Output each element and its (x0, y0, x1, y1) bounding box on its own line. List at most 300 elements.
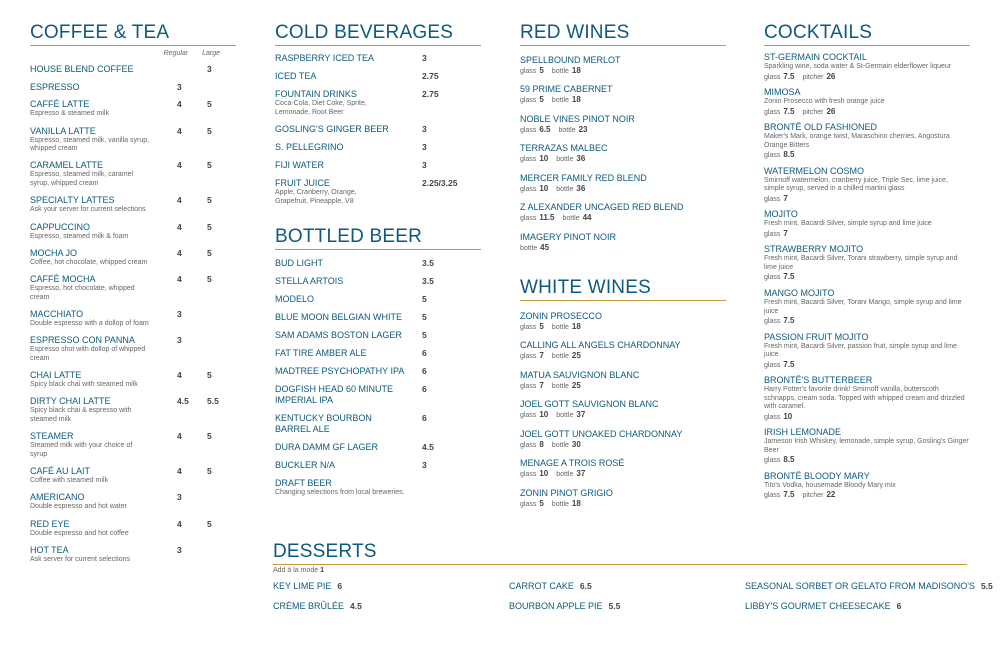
bottle-label: bottle (551, 97, 569, 104)
cocktails-section (764, 22, 970, 500)
price-regular: 3 (177, 308, 182, 319)
wine-name: MENAGE A TROIS ROSÉ (520, 458, 625, 468)
item-description: Steamed milk with your choice of syrup (30, 442, 133, 458)
item-description: Espresso shot with dollop of whipped cream (30, 346, 146, 362)
wine-item (520, 114, 726, 135)
cold-list (275, 53, 481, 206)
price-large: 5 (207, 195, 212, 206)
item-price: 4.5 (422, 442, 434, 452)
add-a-la-mode-note (273, 567, 967, 574)
item-name: CAFÉ AU LAIT (30, 465, 91, 476)
bottle-label: bottle (562, 215, 580, 222)
wine-prices (520, 125, 726, 135)
dessert-name: KEY LIME PIE (273, 581, 332, 591)
cocktail-description: Fresh mint, Bacardi Silver, passion fruit, simple syrup and lime juice (764, 342, 957, 359)
price-regular: 4 (177, 370, 182, 381)
bottle-label: bottle (551, 441, 569, 449)
glass-price: 7 (783, 193, 788, 203)
cocktail-prices (764, 412, 970, 422)
cocktail-prices (764, 229, 970, 239)
bottle-price: 25 (571, 351, 581, 360)
wine-name: ZONIN PINOT GRIGIO (520, 487, 613, 498)
item-price: 2.25/3.25 (422, 178, 458, 188)
price-regular: 3 (177, 81, 182, 92)
item-description: Coffee with steamed milk (30, 476, 109, 484)
menu-item (30, 64, 236, 75)
bottle-price: 36 (576, 183, 586, 193)
cocktail-item (764, 332, 970, 370)
price-regular: 4 (177, 99, 182, 110)
bottle-price: 44 (582, 213, 592, 222)
dessert-name: CRÈME BRÛLÉE (273, 601, 345, 611)
wine-prices (520, 469, 726, 479)
cocktails-heading: COCKTAILS (764, 22, 970, 46)
coffee-tea-heading: COFFEE & TEA (30, 22, 236, 46)
desserts-heading: DESSERTS (273, 541, 967, 565)
cocktail-item (764, 209, 970, 239)
bottle-label: bottle (558, 126, 576, 134)
glass-price: 7.5 (783, 106, 795, 116)
wine-item (520, 429, 726, 450)
red-wines-heading: RED WINES (520, 22, 726, 46)
menu-item (275, 178, 481, 206)
bottle-price: 18 (571, 65, 581, 75)
price-regular: 4 (177, 160, 182, 171)
glass-label: glass (520, 471, 537, 478)
glass-price: 7 (539, 380, 544, 390)
menu-item (30, 195, 236, 215)
wine-name: CALLING ALL ANGELS CHARDONNAY (520, 340, 681, 350)
item-name: CARAMEL LATTE (30, 160, 104, 171)
bottle-label: bottle (556, 471, 574, 478)
item-description: Espresso, steamed milk, vanilla syrup, whipped cream (30, 136, 150, 153)
item-description: Ask your server for current selections (30, 206, 146, 214)
white-wines-section (520, 277, 726, 509)
price-large: 5 (207, 274, 212, 285)
menu-item (30, 99, 236, 119)
item-description: Coca-Cola, Diet Coke, Sprite, Lemonade, Root Beer (275, 100, 367, 116)
item-description: Spicy black chai & espresso with steamed milk (30, 407, 132, 423)
glass-label: glass (520, 353, 537, 360)
cocktail-list (764, 52, 970, 500)
glass-price: 8 (539, 439, 544, 449)
cocktail-description: Sparkling wine, soda water & St-Germain elderflower liqueur (764, 63, 952, 70)
wine-prices (520, 213, 726, 223)
item-description: Double espresso and hot coffee (30, 529, 129, 537)
menu-item (30, 492, 236, 512)
dessert-price: 6.5 (579, 581, 592, 591)
menu-item (30, 248, 236, 268)
wine-name: JOEL GOTT SAUVIGNON BLANC (520, 399, 659, 409)
white-list (520, 311, 726, 509)
glass-price: 10 (539, 154, 549, 163)
item-name: SPECIALTY LATTES (30, 195, 115, 206)
item-price: 3.5 (422, 276, 434, 286)
cocktail-description: Fresh mint, Bacardi Silver, simple syrup and lime juice (764, 220, 932, 228)
glass-price: 10 (539, 410, 549, 419)
item-description: Spicy black chai with steamed milk (30, 381, 138, 389)
item-name: FAT TIRE AMBER ALE (275, 348, 367, 358)
bottle-price: 45 (540, 242, 550, 252)
size-regular-label: Regular (163, 50, 189, 57)
red-wines-section (520, 22, 726, 509)
glass-label: glass (520, 500, 537, 508)
cocktail-prices (764, 150, 970, 160)
glass-price: 5 (539, 498, 544, 508)
item-description: Double espresso with a dollop of foam (30, 319, 149, 327)
price-regular: 4 (177, 247, 182, 258)
red-list (520, 55, 726, 253)
glass-price: 11.5 (539, 213, 555, 222)
price-large: 3 (207, 63, 212, 74)
bottle-label: bottle (520, 244, 538, 252)
wine-name: SPELLBOUND MERLOT (520, 54, 621, 65)
bottle-price: 23 (578, 124, 588, 134)
white-wines-heading: WHITE WINES (520, 277, 726, 301)
menu-item (275, 71, 481, 82)
wine-prices (520, 95, 726, 105)
item-description: Ask server for current selections (30, 555, 130, 563)
item-name: VANILLA LATTE (30, 125, 96, 136)
menu-item (275, 384, 481, 406)
item-name: BUCKLER N/A (275, 460, 336, 470)
item-name: FIJI WATER (275, 160, 324, 170)
wine-name: Z ALEXANDER UNCAGED RED BLEND (520, 202, 684, 212)
dessert-price: 6 (337, 581, 343, 591)
item-name: CAPPUCCINO (30, 221, 91, 232)
item-name: FRUIT JUICE (275, 178, 330, 188)
bottle-price: 37 (576, 410, 586, 419)
cocktail-item (764, 288, 970, 326)
price-large: 5 (207, 160, 212, 171)
bottle-label: bottle (551, 67, 569, 75)
menu-item (30, 335, 236, 363)
cocktail-description: Zonin Prosecco with fresh orange juice (764, 98, 885, 106)
item-name: MOCHA JO (30, 247, 78, 258)
pitcher-label: pitcher (802, 108, 824, 116)
item-name: RED EYE (30, 518, 70, 529)
glass-price: 10 (539, 183, 549, 193)
wine-prices (520, 243, 726, 253)
cocktail-item (764, 87, 970, 117)
price-regular: 4.5 (177, 396, 189, 407)
cocktail-item (764, 122, 970, 160)
price-regular: 4 (177, 125, 182, 136)
price-regular: 4 (177, 431, 182, 442)
glass-label: glass (764, 108, 781, 116)
dessert-price: 5.5 (608, 601, 621, 611)
item-name: MADTREE PSYCHOPATHY IPA (275, 366, 405, 376)
item-price: 6 (422, 366, 427, 376)
glass-label: glass (764, 413, 781, 421)
dessert-item (745, 601, 901, 611)
glass-price: 7.5 (783, 490, 795, 500)
glass-price: 7 (539, 351, 544, 360)
item-name: CHAI LATTE (30, 370, 82, 381)
dessert-name: CARROT CAKE (509, 581, 574, 591)
item-name: ESPRESSO CON PANNA (30, 335, 135, 346)
item-name: FOUNTAIN DRINKS (275, 89, 357, 99)
wine-prices (520, 410, 726, 420)
menu-item (30, 431, 236, 459)
dessert-item (745, 581, 993, 591)
price-large: 5 (207, 370, 212, 381)
menu-item (30, 126, 236, 154)
item-name: BLUE MOON BELGIAN WHITE (275, 312, 403, 322)
price-large: 5 (207, 125, 212, 136)
size-labels (30, 50, 236, 57)
glass-label: glass (520, 185, 537, 193)
glass-price: 10 (539, 469, 549, 478)
coffee-tea-section (30, 22, 236, 564)
item-name: STEAMER (30, 431, 74, 442)
item-name: KENTUCKY BOURBON BARREL ALE (275, 413, 372, 434)
item-name: HOUSE BLEND COFFEE (30, 63, 134, 74)
item-price: 5 (422, 294, 427, 304)
item-name: CAFFÈ LATTE (30, 99, 90, 110)
cocktail-name: WATERMELON COSMO (764, 165, 865, 176)
cocktail-item (764, 52, 970, 82)
cocktail-name: PASSION FRUIT MOJITO (764, 331, 869, 342)
cocktail-description: Fresh mint, Bacardi Silver, Torani strawberry, simple syrup and lime juice (764, 255, 958, 271)
wine-prices (520, 499, 726, 509)
wine-prices (520, 440, 726, 450)
cocktail-name: STRAWBERRY MOJITO (764, 244, 864, 255)
glass-label: glass (764, 230, 781, 238)
menu-item (30, 396, 236, 424)
item-name: MODELO (275, 294, 315, 304)
wine-name: MERCER FAMILY RED BLEND (520, 172, 647, 183)
item-name: MACCHIATO (30, 308, 84, 319)
bottle-price: 18 (571, 321, 581, 331)
item-name: ICED TEA (275, 71, 317, 81)
item-price: 3.5 (422, 258, 434, 268)
glass-label: glass (520, 412, 537, 419)
price-regular: 4 (177, 221, 182, 232)
wine-prices (520, 351, 726, 361)
item-price: 6 (422, 413, 427, 423)
glass-label: glass (520, 156, 537, 163)
item-price: 5 (422, 330, 427, 340)
menu-item (275, 366, 481, 377)
cocktail-description: Smirnoff watermelon, cranberry juice, Triple Sec, lime juice, simple syrup, served in a chilled martini glass (764, 176, 948, 193)
glass-label: glass (764, 274, 781, 282)
cocktail-name: IRISH LEMONADE (764, 427, 842, 438)
price-large: 5 (207, 221, 212, 232)
cocktail-name: MANGO MOJITO (764, 288, 835, 299)
size-large-label: Large (202, 50, 220, 57)
item-name: STELLA ARTOIS (275, 276, 344, 286)
pitcher-price: 26 (826, 71, 836, 81)
dessert-item (273, 601, 362, 611)
item-price: 2.75 (422, 71, 439, 81)
item-name: DRAFT BEER (275, 478, 332, 488)
item-name: HOT TEA (30, 544, 69, 555)
dessert-name: SEASONAL SORBET OR GELATO FROM MADISONO'S (745, 581, 975, 591)
bottle-label: bottle (551, 382, 569, 390)
item-name: AMERICANO (30, 492, 85, 503)
beer-list (275, 258, 481, 498)
menu-item (30, 274, 236, 302)
cocktail-name: BRONTË BLOODY MARY (764, 470, 870, 481)
cocktail-description: Maker's Mark, orange twist, Maraschino cherries, Angostura Orange Bitters (764, 133, 950, 149)
price-large: 5 (207, 247, 212, 258)
menu-item (275, 312, 481, 323)
item-description: Espresso & steamed milk (30, 110, 109, 118)
cold-beverages-heading: COLD BEVERAGES (275, 22, 481, 46)
menu-item (30, 545, 236, 565)
wine-item (520, 84, 726, 105)
dessert-price: 4.5 (350, 601, 362, 611)
dessert-name: LIBBY'S GOURMET CHEESECAKE (745, 601, 891, 611)
pitcher-label: pitcher (802, 492, 824, 500)
cocktail-prices (764, 72, 970, 82)
cocktail-description: Fresh mint, Bacardi Silver, Torani Mango, simple syrup and lime juice (764, 299, 962, 315)
menu-item (275, 124, 481, 135)
glass-label: glass (520, 323, 537, 331)
item-name: S. PELLEGRINO (275, 142, 344, 152)
bottle-label: bottle (551, 353, 569, 360)
menu-item (275, 442, 481, 453)
item-name: DIRTY CHAI LATTE (30, 396, 111, 407)
add-mode-price: 1 (320, 567, 325, 574)
menu-item (30, 370, 236, 390)
menu-item (30, 309, 236, 329)
item-description: Espresso, steamed milk & foam (30, 232, 129, 240)
item-description: Espresso, hot chocolate, whipped cream (30, 285, 135, 301)
glass-price: 7.5 (783, 359, 795, 369)
menu-item (30, 222, 236, 242)
glass-price: 7.5 (783, 272, 795, 282)
price-regular: 3 (177, 492, 182, 503)
pitcher-label: pitcher (802, 73, 824, 81)
wine-item (520, 340, 726, 361)
wine-prices (520, 184, 726, 194)
wine-name: IMAGERY PINOT NOIR (520, 231, 617, 242)
price-regular: 3 (177, 544, 182, 555)
wine-item (520, 143, 726, 164)
item-description: Double espresso and hot water (30, 503, 127, 511)
glass-label: glass (520, 441, 537, 449)
bottled-beer-heading: BOTTLED BEER (275, 226, 481, 250)
wine-name: 59 PRIME CABERNET (520, 84, 613, 94)
glass-price: 7 (783, 228, 788, 238)
menu-item (30, 466, 236, 486)
glass-label: glass (764, 318, 781, 326)
glass-price: 5 (539, 95, 544, 104)
bottle-price: 37 (576, 469, 586, 478)
bottled-beer-section (275, 226, 481, 498)
cocktail-name: BRONTË OLD FASHIONED (764, 122, 878, 133)
cocktail-item (764, 244, 970, 282)
bottle-price: 18 (571, 498, 581, 508)
item-name: SAM ADAMS BOSTON LAGER (275, 330, 402, 340)
cocktail-description: Harry Potter's favorite drink! Smirnoff vanilla, butterscoth schnapps, cream soda. Topped with whipped cream and drizzled with caramel. (764, 386, 965, 411)
cocktail-name: BRONTË'S BUTTERBEER (764, 375, 873, 386)
menu-item (275, 348, 481, 359)
menu-item (275, 276, 481, 287)
menu-item (275, 460, 481, 471)
wine-prices (520, 322, 726, 332)
price-large: 5.5 (207, 396, 219, 407)
item-price: 5 (422, 312, 427, 322)
item-name: DOGFISH HEAD 60 MINUTE IMPERIAL IPA (275, 384, 394, 405)
glass-label: glass (764, 152, 781, 160)
menu-item (275, 294, 481, 305)
item-name: CAFFÈ MOCHA (30, 274, 96, 285)
item-description: Coffee, hot chocolate, whipped cream (30, 258, 148, 266)
menu-item (275, 258, 481, 269)
item-price: 3 (422, 160, 427, 170)
cocktail-prices (764, 272, 970, 282)
wine-name: ZONIN PROSECCO (520, 310, 603, 321)
cocktail-item (764, 471, 970, 501)
dessert-item (509, 581, 592, 591)
item-name: ESPRESSO (30, 81, 80, 92)
cocktail-prices (764, 316, 970, 326)
glass-price: 8.5 (783, 150, 795, 160)
glass-label: glass (764, 457, 781, 465)
glass-price: 7.5 (783, 316, 795, 326)
dessert-item (509, 601, 620, 611)
wine-item (520, 488, 726, 509)
item-price: 3 (422, 53, 427, 63)
price-large: 5 (207, 518, 212, 529)
cold-beverages-section (275, 22, 481, 498)
wine-name: MATUA SAUVIGNON BLANC (520, 369, 640, 380)
price-large: 5 (207, 431, 212, 442)
item-name: RASPBERRY ICED TEA (275, 53, 375, 63)
menu-item (30, 82, 236, 93)
cocktail-name: ST-GERMAIN COCKTAIL (764, 52, 867, 62)
wine-name: NOBLE VINES PINOT NOIR (520, 113, 635, 124)
item-price: 2.75 (422, 89, 439, 99)
price-regular: 4 (177, 274, 182, 285)
item-name: GOSLING'S GINGER BEER (275, 124, 389, 134)
menu-item (275, 53, 481, 64)
dessert-price: 6 (896, 601, 902, 611)
cocktail-item (764, 166, 970, 204)
wine-item (520, 173, 726, 194)
dessert-name: BOURBON APPLE PIE (509, 601, 603, 611)
cocktail-prices (764, 455, 970, 465)
cocktail-name: MIMOSA (764, 87, 801, 98)
wine-item (520, 55, 726, 76)
glass-label: glass (764, 492, 781, 500)
cocktail-prices (764, 194, 970, 204)
pitcher-price: 22 (826, 490, 836, 500)
glass-label: glass (520, 67, 537, 75)
menu-item (275, 330, 481, 341)
item-name: BUD LIGHT (275, 258, 324, 268)
cocktail-prices (764, 490, 970, 500)
wine-item (520, 202, 726, 223)
glass-price: 5 (539, 321, 544, 331)
price-regular: 3 (177, 335, 182, 346)
item-price: 6 (422, 348, 427, 358)
wine-item (520, 370, 726, 391)
glass-price: 7.5 (783, 71, 795, 81)
item-description: Espresso, steamed milk, caramel syrup, whipped cream (30, 171, 134, 187)
wine-item (520, 311, 726, 332)
desserts-section (273, 541, 993, 611)
cocktail-item (764, 375, 970, 422)
wine-item (520, 458, 726, 479)
glass-label: glass (520, 126, 537, 134)
dessert-price: 5.5 (980, 581, 993, 591)
menu-item (30, 519, 236, 539)
price-regular: 4 (177, 518, 182, 529)
